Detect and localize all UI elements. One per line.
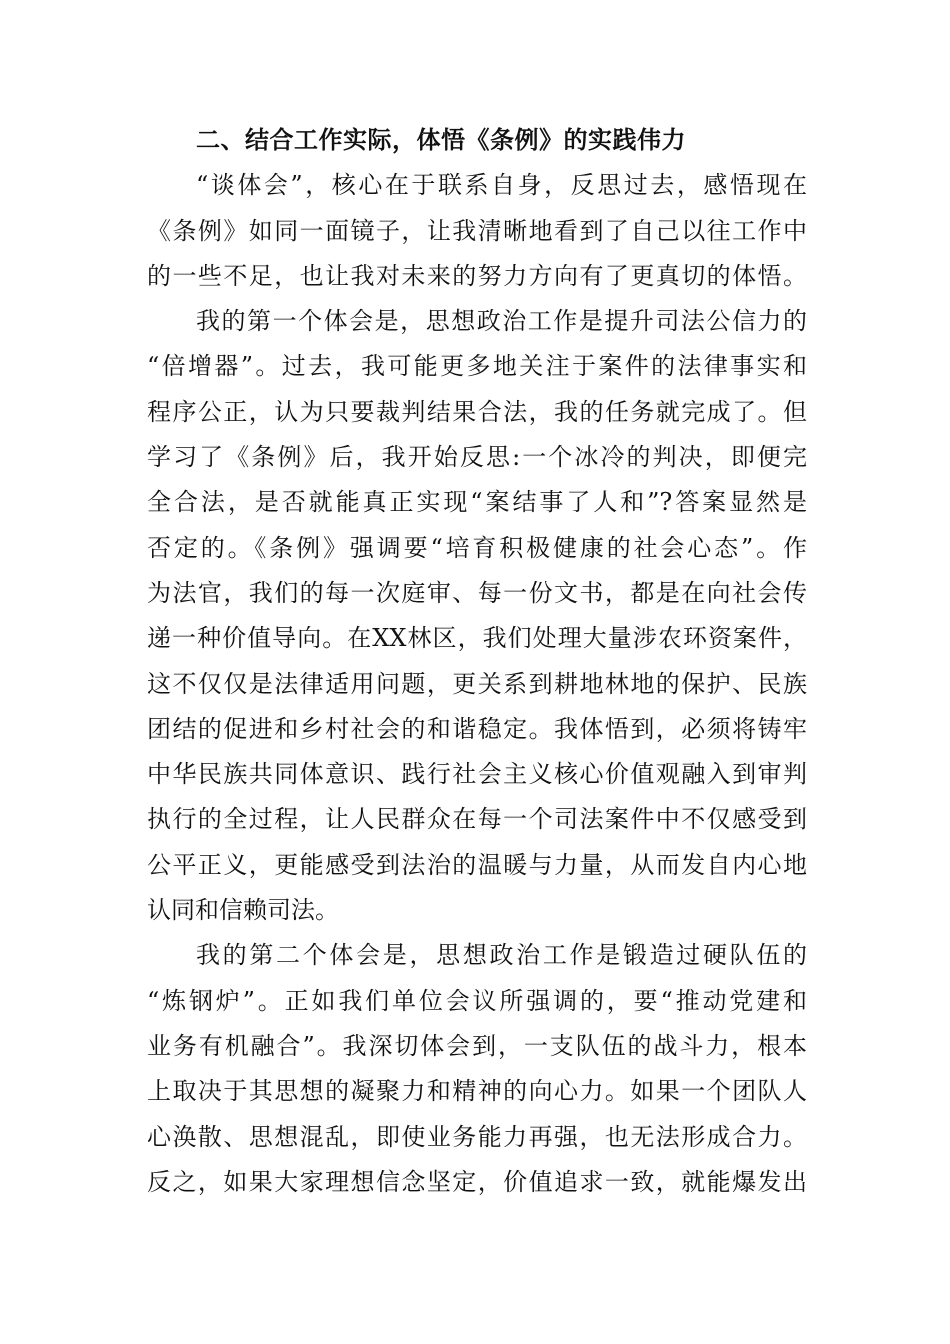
paragraph-line: 上取决于其思想的凝聚力和精神的向心力。如果一个团队人 — [147, 1077, 807, 1106]
paragraph-line: 全合法，是否就能真正实现“案结事了人和”?答案显然是 — [147, 488, 807, 517]
paragraph-line: 否定的。《条例》强调要“培育积极健康的社会心态”。作 — [147, 533, 807, 562]
paragraph-line: 认同和信赖司法。 — [147, 896, 339, 925]
paragraph-line: 中华民族共同体意识、践行社会主义核心价值观融入到审判 — [147, 760, 807, 789]
paragraph-line: 业务有机融合”。我深切体会到，一支队伍的战斗力，根本 — [147, 1031, 807, 1060]
paragraph-line: 为法官，我们的每一次庭审、每一份文书，都是在向社会传 — [147, 578, 807, 607]
paragraph-line: 反之，如果大家理想信念坚定，价值追求一致，就能爆发出 — [147, 1167, 807, 1196]
section-heading: 二、结合工作实际，体悟《条例》的实践伟力 — [196, 126, 686, 154]
document-body — [147, 118, 807, 1205]
paragraph-line: 递一种价值导向。在XX林区，我们处理大量涉农环资案件， — [147, 624, 807, 653]
paragraph-line: “炼钢炉”。正如我们单位会议所强调的，要“推动党建和 — [147, 986, 807, 1015]
paragraph-line: 《条例》如同一面镜子，让我清晰地看到了自己以往工作中 — [147, 216, 807, 245]
paragraph-line: “倍增器”。过去，我可能更多地关注于案件的法律事实和 — [147, 352, 807, 381]
paragraph-line: 程序公正，认为只要裁判结果合法，我的任务就完成了。但 — [147, 397, 807, 426]
paragraph-line: 公平正义，更能感受到法治的温暖与力量，从而发自内心地 — [147, 850, 807, 879]
paragraph-line: 心涣散、思想混乱，即使业务能力再强，也无法形成合力。 — [147, 1122, 807, 1151]
paragraph-line: 团结的促进和乡村社会的和谐稳定。我体悟到，必须将铸牢 — [147, 714, 807, 743]
paragraph-line: 我的第二个体会是，思想政治工作是锻造过硬队伍的 — [196, 941, 807, 970]
paragraph-line: 我的第一个体会是，思想政治工作是提升司法公信力的 — [196, 307, 807, 336]
paragraph-line: “谈体会”，核心在于联系自身，反思过去，感悟现在 — [196, 171, 807, 200]
paragraph-line: 执行的全过程，让人民群众在每一个司法案件中不仅感受到 — [147, 805, 807, 834]
paragraph-line: 的一些不足，也让我对未来的努力方向有了更真切的体悟。 — [147, 261, 807, 290]
paragraph-line: 这不仅仅是法律适用问题，更关系到耕地林地的保护、民族 — [147, 669, 807, 698]
paragraph-line: 学习了《条例》后，我开始反思:一个冰冷的判决，即便完 — [147, 443, 807, 472]
